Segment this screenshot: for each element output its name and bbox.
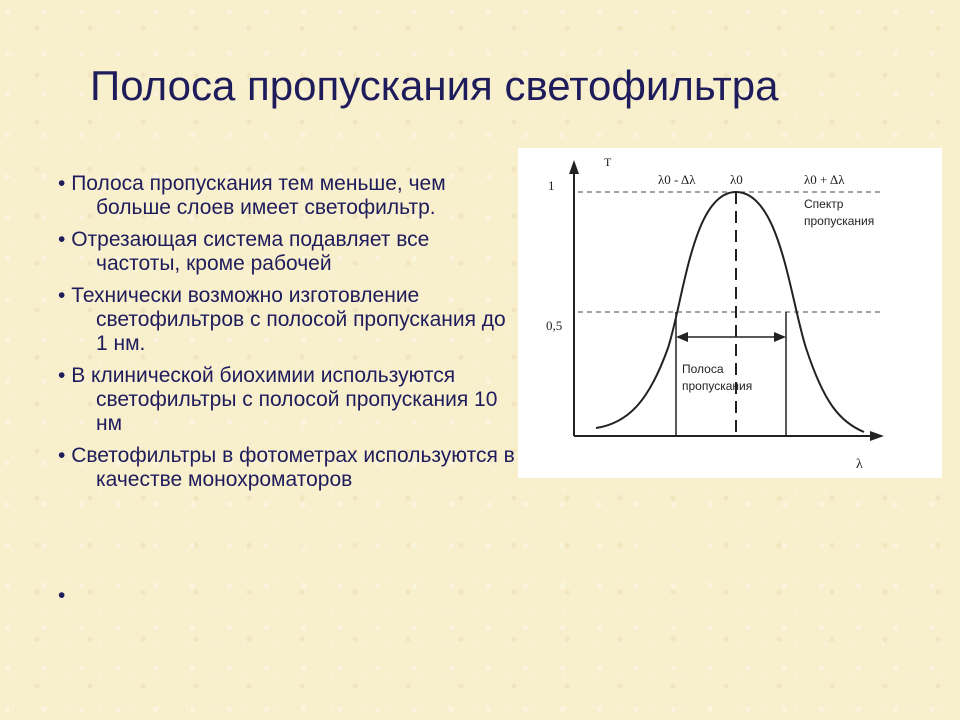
spectrum-label-line2: пропускания (804, 214, 875, 228)
y-axis-label: T (604, 155, 612, 169)
y-axis-arrow (569, 160, 579, 174)
bullet-text: Светофильтры в фотометрах используются в качестве монохроматоров (71, 444, 515, 491)
spectrum-label-line1: Спектр (804, 197, 844, 211)
y-tick-half: 0,5 (546, 318, 563, 333)
slide-title: Полоса пропускания светофильтра (90, 62, 779, 109)
bullet-text: В клинической биохимии используются светофильтры с полосой пропускания 10 нм (71, 364, 498, 435)
bullet-item: • Светофильтры в фотометрах используются в качестве монохроматоров (58, 444, 515, 491)
bullet-text: Отрезающая система подавляет все частоты, кроме рабочей (71, 228, 430, 275)
bullet-text: Полоса пропускания тем меньше, чем больше слоев имеет светофильтр. (71, 172, 446, 219)
bandpass-diagram (518, 148, 942, 478)
x-axis-label: λ (856, 457, 863, 472)
bullet-item: • Технически возможно изготовление светофильтров с полосой пропускания до 1 нм. (58, 284, 506, 355)
bullet-text: Технически возможно изготовление светофильтров с полосой пропускания до 1 нм. (71, 284, 506, 355)
band-label-line2: пропускания (682, 379, 753, 393)
band-arrow-right-head (774, 332, 786, 342)
bullet-item: • В клинической биохимии используются светофильтры с полосой пропускания 10 нм (58, 364, 498, 435)
bullet-item: • Полоса пропускания тем меньше, чем больше слоев имеет светофильтр. (58, 172, 446, 219)
band-arrow-left-head (676, 332, 688, 342)
bullet-item: • Отрезающая система подавляет все частоты, кроме рабочей (58, 228, 430, 275)
label-lambda-plus: λ0 + Δλ (804, 172, 845, 187)
bullet-list (58, 172, 518, 607)
label-lambda-center: λ0 (730, 172, 743, 187)
label-lambda-minus: λ0 - Δλ (658, 172, 696, 187)
diagram-svg (518, 148, 942, 478)
bullet-item-empty: • (58, 584, 66, 607)
band-label-line1: Полоса (682, 362, 724, 376)
x-axis-arrow (870, 431, 884, 441)
y-tick-1: 1 (548, 178, 555, 193)
